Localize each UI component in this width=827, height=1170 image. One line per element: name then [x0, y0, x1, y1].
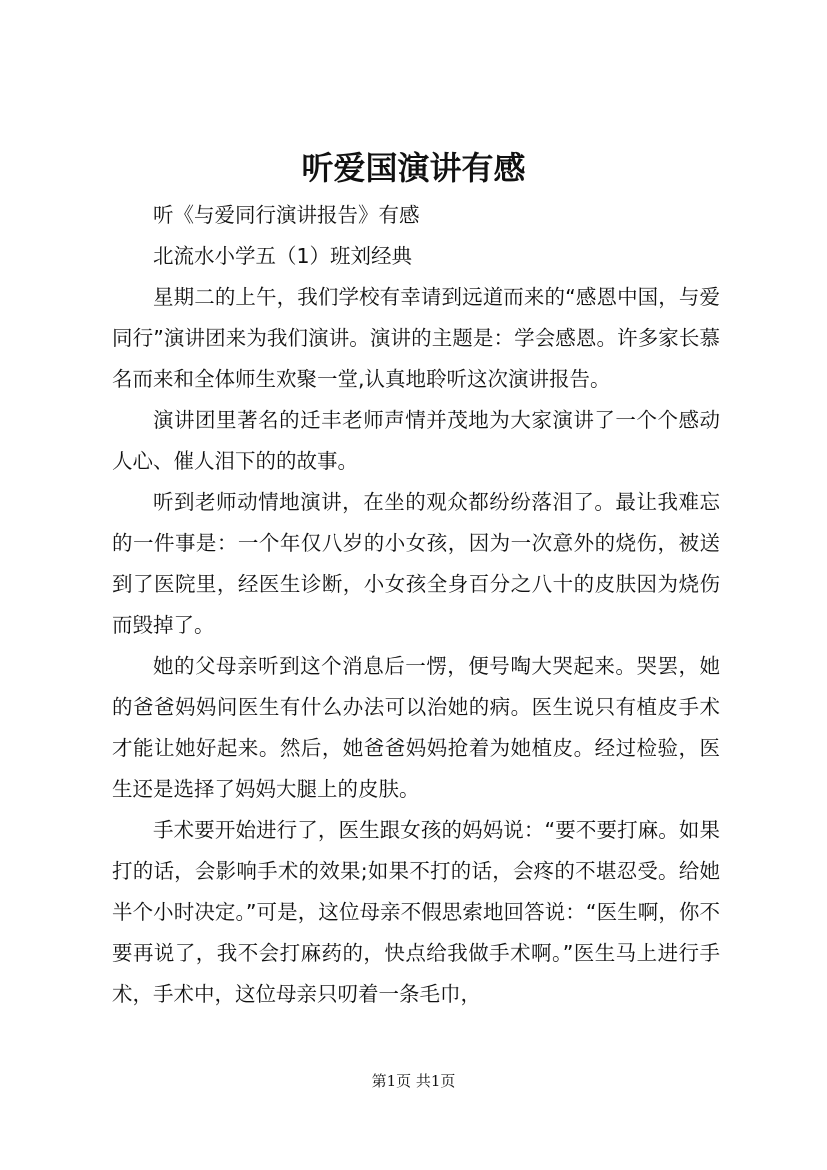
paragraph-intro: 星期二的上午，我们学校有幸请到远道而来的“感恩中国，与爱同行”演讲团来为我们演讲。演讲的主题是：学会感恩。许多家长慕名而来和全体师生欢聚一堂,认真地聆听这次演讲报告。	[112, 285, 720, 391]
page-footer: 第1页 共1页	[371, 1072, 456, 1090]
document-body	[112, 195, 720, 1015]
paragraph-speaker: 演讲团里著名的迁丰老师声情并茂地为大家演讲了一个个感动人心、催人泪下的的故事。	[112, 408, 720, 473]
paragraph-surgery: 手术要开始进行了，医生跟女孩的妈妈说：“要不要打麻。如果打的话，会影响手术的效果;如果不打的话，会疼的不堪忍受。给她半个小时决定。”可是，这位母亲不假思索地回答说：“医生啊，你不要再说了，我不会打麻药的，快点给我做手术啊。”医生马上进行手术，手术中，这位母亲只叨着一条毛巾，	[112, 818, 720, 1006]
paragraph-subtitle: 听《与爱同行演讲报告》有感	[153, 203, 420, 227]
document-title: 听爱国演讲有感	[301, 149, 526, 187]
paragraph-story: 听到老师动情地演讲，在坐的观众都纷纷落泪了。最让我难忘的一件事是：一个年仅八岁的小女孩，因为一次意外的烧伤，被送到了医院里，经医生诊断，小女孩全身百分之八十的皮肤因为烧伤而毁掉了。	[112, 490, 720, 637]
paragraph-author: 北流水小学五（1）班刘经典	[153, 244, 413, 268]
paragraph-parents: 她的父母亲听到这个消息后一愣，便号啕大哭起来。哭罢，她的爸爸妈妈问医生有什么办法可以治她的病。医生说只有植皮手术才能让她好起来。然后，她爸爸妈妈抢着为她植皮。经过检验，医生还是选择了妈妈大腿上的皮肤。	[112, 654, 720, 801]
